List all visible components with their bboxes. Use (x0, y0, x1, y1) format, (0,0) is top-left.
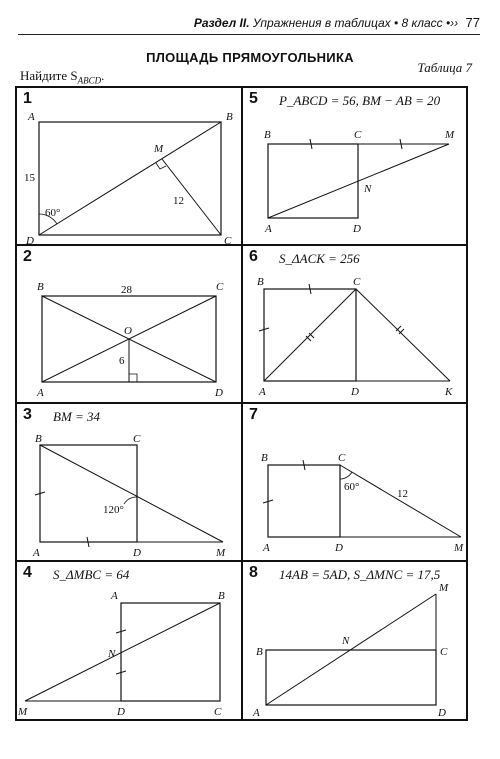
vertex-C: C (440, 646, 448, 658)
vertex-D: D (438, 707, 446, 719)
exercise-cell-7 (242, 403, 467, 561)
point-O: O (124, 325, 132, 337)
point-K: K (445, 386, 453, 398)
vertex-B: B (218, 590, 225, 602)
table-label: Таблица 7 (417, 60, 472, 75)
exercise-number: 1 (23, 90, 32, 107)
condition-text: P_ABCD = 56, BM − AB = 20 (279, 93, 441, 108)
point-N: N (342, 635, 350, 647)
point-M: M (18, 706, 28, 718)
page-number: 77 (465, 15, 480, 30)
exercise-cell-1 (16, 87, 242, 245)
vertex-D: D (117, 706, 125, 718)
exercise-number: 6 (249, 248, 258, 265)
exercise-number: 2 (23, 248, 32, 265)
vertex-C: C (216, 281, 224, 293)
vertex-B: B (257, 276, 264, 288)
point-N: N (364, 183, 372, 195)
page-marker-icon: •›› (445, 16, 459, 30)
point-N: N (108, 648, 116, 660)
vertex-A: A (33, 547, 40, 559)
vertex-A: A (253, 707, 260, 719)
value-segment: 12 (173, 195, 184, 207)
figure-1 (17, 88, 243, 246)
vertex-B: B (256, 646, 263, 658)
exercise-number: 8 (249, 564, 258, 581)
exercise-cell-3 (16, 403, 242, 561)
vertex-C: C (224, 235, 232, 246)
vertex-D: D (353, 223, 361, 235)
point-M: M (454, 542, 464, 554)
vertex-A: A (111, 590, 118, 602)
exercise-cell-2 (16, 245, 242, 403)
vertex-B: B (261, 452, 268, 464)
figure-2 (17, 246, 243, 404)
section-name: Раздел II. (193, 16, 250, 30)
exercise-table (15, 86, 468, 721)
condition-text: BM = 34 (53, 409, 101, 424)
task-subscript: ABCD (77, 75, 102, 86)
value-angle: 60° (344, 481, 360, 493)
vertex-A: A (263, 542, 270, 554)
vertex-A: A (259, 386, 266, 398)
exercise-number: 5 (249, 90, 258, 107)
value-side: 15 (24, 172, 35, 184)
exercise-cell-6 (242, 245, 467, 403)
vertex-B: B (226, 111, 233, 123)
exercise-cell-5 (242, 87, 467, 245)
figure-8 (243, 562, 468, 721)
vertex-D: D (26, 235, 34, 246)
vertex-A: A (265, 223, 272, 235)
vertex-C: C (338, 452, 346, 464)
vertex-C: C (353, 276, 361, 288)
point-M: M (216, 547, 226, 559)
value-angle: 120° (103, 504, 124, 516)
task-text: Найдите S (20, 68, 78, 83)
value-height: 6 (119, 355, 125, 367)
value-segment: 12 (397, 488, 408, 500)
condition-text: S_ΔMBC = 64 (53, 567, 130, 582)
vertex-D: D (133, 547, 141, 559)
exercise-number: 3 (23, 406, 32, 423)
exercise-number: 4 (23, 564, 32, 581)
figure-6 (243, 246, 468, 404)
running-header (18, 14, 480, 35)
point-M: M (154, 143, 164, 155)
vertex-B: B (35, 433, 42, 445)
point-M: M (445, 129, 455, 141)
vertex-D: D (335, 542, 343, 554)
condition-text: 14AB = 5AD, S_ΔMNC = 17,5 (279, 567, 441, 582)
point-M: M (439, 582, 449, 594)
vertex-C: C (133, 433, 141, 445)
section-subtitle: Упражнения в таблицах • 8 класс (252, 16, 443, 30)
vertex-B: B (264, 129, 271, 141)
exercise-cell-8 (242, 561, 467, 720)
page-title: ПЛОЩАДЬ ПРЯМОУГОЛЬНИКА (146, 50, 354, 65)
vertex-D: D (215, 387, 223, 399)
vertex-C: C (214, 706, 222, 718)
vertex-A: A (28, 111, 35, 123)
value-angle: 60° (45, 207, 61, 219)
vertex-B: B (37, 281, 44, 293)
task-instruction: Найдите $S_{ABCD}$. (20, 68, 105, 86)
vertex-C: C (354, 129, 362, 141)
figure-5 (243, 88, 468, 246)
exercise-cell-4 (16, 561, 242, 720)
condition-text: S_ΔACK = 256 (279, 251, 360, 266)
vertex-D: D (351, 386, 359, 398)
figure-3 (17, 404, 243, 562)
vertex-A: A (37, 387, 44, 399)
figure-7 (243, 404, 468, 562)
running-title (194, 15, 480, 30)
exercise-number: 7 (249, 406, 258, 423)
value-top: 28 (121, 284, 132, 296)
figure-4 (17, 562, 243, 721)
